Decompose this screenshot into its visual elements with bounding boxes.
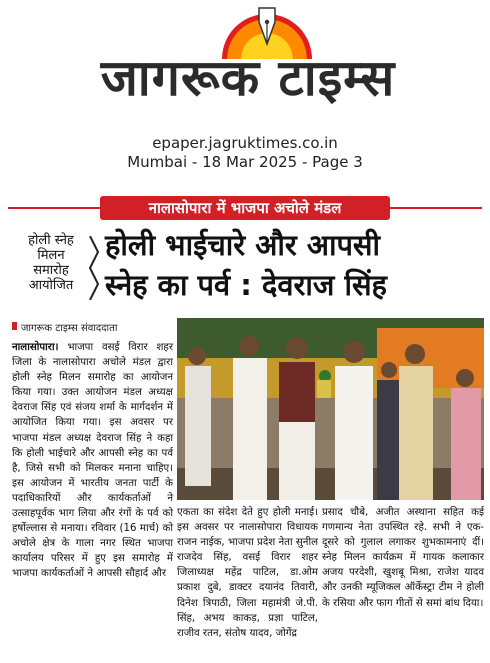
article-text: प्रसाद चौबे, अजीत अस्थाना सहित <box>322 507 464 518</box>
article-column-1 <box>12 340 173 582</box>
article-text: राजन नाईक, भाजपा प्रदेश नेता <box>177 537 293 549</box>
article-text: सिंह एवं संजय शर्मा के मार्गदर्शन में <box>41 402 173 414</box>
headline-line-2: स्नेह का पर्व : देवराज सिंह <box>105 268 387 302</box>
article-text: सिंह ने कहा कि होली भाईचारे और <box>12 432 173 459</box>
article-text: मंडल द्वारा होली स्नेह मिलन <box>12 357 173 384</box>
kicker <box>12 233 90 311</box>
article-text: दिनेश त्रिपाठी, जिला महामंत्री जे.पी. <box>177 597 318 609</box>
pen-nib-icon <box>255 6 279 46</box>
kicker-line: होली स्नेह <box>28 233 74 248</box>
article-text: कार्यकर्ताओं ने आपसी सौहार्द और <box>41 568 167 580</box>
masthead <box>0 0 490 120</box>
event-photo <box>177 318 484 500</box>
headline-line-1: होली भाईचारे और आपसी <box>105 228 381 262</box>
kicker-separator <box>88 236 100 300</box>
kicker-line: मिलन <box>37 248 65 263</box>
article-text: और उनकी म्यूजिकल ऑर्केस्ट्रा टीम <box>322 582 453 594</box>
article-text: समारोह का आयोजन किया गया। <box>12 372 173 399</box>
person-figure <box>185 347 211 486</box>
byline: जागरूक टाइम्स संवाददाता <box>21 323 118 334</box>
article-text: ने उत्साहपूर्वक भाग लिया और रंगों <box>12 492 173 520</box>
article-text: आयोजित किया गया। इस अवसर <box>12 417 155 429</box>
article-column-2 <box>177 505 318 641</box>
article-column-3 <box>322 505 484 611</box>
article-text: कार्यक्रम में गायक कलाकार अजय <box>322 552 484 579</box>
newspaper-logo: जागरूक टाइम्स <box>100 49 396 107</box>
article-text: प्रकाश दुबे, डाक्टर दयानंद तिवारी, <box>177 582 318 594</box>
article-text: भाजपा वसई विरार <box>67 342 148 353</box>
article-text: सिंह, अभय काकड़, प्रज्ञा पाटिल, <box>177 612 318 624</box>
epaper-url[interactable]: epaper.jagruktimes.co.in <box>152 134 338 152</box>
article-text: आपसी स्नेह का पर्व है, जिसे सभी <box>12 447 173 474</box>
article-text: ने एक-दूसरे को गुलाल लगाकर <box>322 522 484 549</box>
person-figure <box>377 362 401 500</box>
article-text: उक्त आयोजन मंडल अध्यक्ष देवराज <box>12 387 173 414</box>
person-figure <box>451 369 481 500</box>
article-text: रविवार (16 मार्च) को अचोले क्षेत्र <box>12 523 174 550</box>
kicker-line: समारोह <box>33 263 69 278</box>
article-text: सुनील राजदेव सिंह, वसई विरार शहर <box>177 537 318 564</box>
kicker-line: आयोजित <box>28 278 74 293</box>
section-banner: नालासोपारा में भाजपा अचोले मंडल <box>100 196 390 220</box>
article-text: जिलाध्यक्ष महेंद्र पाटिल, डा.ओम <box>177 567 318 579</box>
article-text: को मिलकर मनाना चाहिए। इस <box>12 462 173 489</box>
edition-line: Mumbai - 18 Mar 2025 - Page 3 <box>127 153 363 171</box>
article-text: शहर जिला के नालासोपारा अचोले <box>12 342 174 369</box>
article-text: पर भाजपा मंडल अध्यक्ष देवराज <box>12 417 173 444</box>
article-text: के गाला नगर स्थित भाजपा कार्यालय <box>12 538 173 565</box>
article-text: परदेशी, खुशबू मिश्रा, राजेश यादव <box>349 567 484 579</box>
article-text: एकता का संदेश देते हुए होली मनाई। <box>177 507 318 518</box>
person-figure <box>399 344 433 500</box>
article-text: राजीव रतन, संतोष यादव, जोगेंद्र <box>177 627 297 639</box>
article-text: कई गणमान्य नेता उपस्थित रहे. सभी <box>322 507 484 534</box>
article-text: के पर्व को हर्षोल्लास से मनाया। <box>12 508 173 535</box>
article-text: आयोजन में भारतीय जनता पार्टी <box>30 477 160 489</box>
article-text: इस अवसर पर नालासोपारा विधायक <box>177 522 318 534</box>
article-text: के पदाधिकारियों और कार्यकर्ताओं <box>12 477 173 504</box>
person-figure <box>233 336 267 500</box>
article-text: ने होली के रसिया और फाग गीतों से <box>322 582 484 609</box>
article-text: समां बांध दिया। <box>426 597 484 609</box>
dateline: नालासोपारा। <box>12 342 59 353</box>
article-text: परिसर में हुए इस समारोह में भाजपा <box>12 553 173 580</box>
article-text: शुभकामनाएं दीं। स्नेह मिलन <box>322 537 484 564</box>
